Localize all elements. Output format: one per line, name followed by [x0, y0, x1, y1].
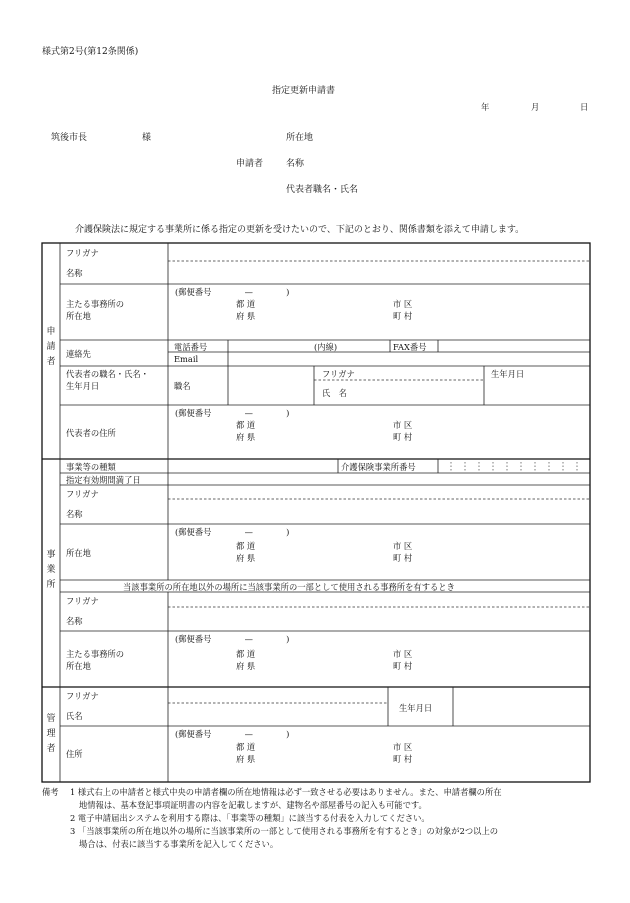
- rep-address-label: 代表者の住所: [66, 428, 116, 438]
- rep-town-cho-son: 町 村: [393, 432, 413, 442]
- furigana-label: フリガナ: [66, 248, 99, 258]
- main-office-label-1: 主たる事務所の: [66, 299, 125, 309]
- header-name-label: 名称: [286, 159, 305, 169]
- header-address-label: 所在地: [286, 133, 314, 143]
- office-prefecture-fu-ken: 府 県: [236, 553, 256, 563]
- city-shi-ku: 市 区: [393, 299, 413, 309]
- manager-section-label: 管理者: [46, 714, 56, 754]
- prefecture-to-do: 都 道: [236, 299, 256, 309]
- postal-code-label: (郵便番号 — ): [175, 287, 290, 297]
- office-location-label: 所在地: [66, 548, 91, 558]
- main-office-label-2: 所在地: [66, 311, 91, 321]
- date-month-label: 月: [531, 102, 540, 112]
- branch-name-label: 名称: [66, 616, 83, 626]
- notes-label: 備考: [42, 787, 59, 797]
- manager-prefecture-to-do: 都 道: [236, 742, 256, 752]
- fax-label: FAX番号: [393, 342, 427, 352]
- manager-prefecture-fu-ken: 府 県: [236, 754, 256, 764]
- date-year-label: 年: [481, 102, 490, 112]
- expiry-date-label: 指定有効期間満了日: [66, 475, 141, 485]
- manager-name-label: 氏名: [66, 711, 83, 721]
- rep-city-shi-ku: 市 区: [393, 420, 413, 430]
- name-label: 名称: [66, 268, 83, 278]
- prefecture-fu-ken: 府 県: [236, 311, 256, 321]
- header-applicant-label: 申請者: [236, 159, 264, 169]
- business-type-label: 事業等の種類: [66, 462, 116, 472]
- contact-label: 連絡先: [66, 349, 91, 359]
- office-section-label: 事業所: [46, 550, 56, 590]
- rep-postal-code-label: (郵便番号 — ): [175, 408, 290, 418]
- applicant-section-label: 申請者: [46, 327, 56, 367]
- branch-town-cho-son: 町 村: [393, 661, 413, 671]
- rep-birth-label: 生年月日: [491, 369, 525, 379]
- branch-prefecture-fu-ken: 府 県: [236, 661, 256, 671]
- rep-label-1: 代表者の職名・氏名・: [66, 369, 149, 379]
- note-1-line-1: 1 様式右上の申請者と様式中央の申請者欄の所在地情報は必ず一致させる必要はありません。また、申請者欄の所在: [70, 787, 502, 797]
- form-title: 指定更新申請書: [272, 86, 336, 96]
- branch-furigana-label: フリガナ: [66, 596, 99, 606]
- extension-label: (内線): [314, 342, 338, 352]
- note-3-line-2: 場合は、付表に該当する事業所を記入してください。: [79, 839, 279, 849]
- office-name-label: 名称: [66, 509, 83, 519]
- other-location-note: 当該事業所の所在地以外の場所に当該事業所の一部として使用される事務所を有するとき: [123, 582, 455, 592]
- form-number: 様式第2号(第12条関係): [42, 47, 139, 57]
- care-office-number-label: 介護保険事業所番号: [341, 462, 416, 472]
- rep-prefecture-fu-ken: 府 県: [236, 432, 256, 442]
- branch-city-shi-ku: 市 区: [393, 649, 413, 659]
- note-3-line-1: 3 「当該事業所の所在地以外の場所に当該事業所の一部として使用される事務所を有するとき」の対象が2つ以上の: [70, 826, 499, 836]
- email-label: Email: [174, 354, 199, 364]
- rep-name-label: 氏 名: [322, 388, 347, 398]
- town-cho-son: 町 村: [393, 311, 413, 321]
- manager-city-shi-ku: 市 区: [393, 742, 413, 752]
- branch-main-office-label-2: 所在地: [66, 661, 91, 671]
- job-title-label: 職名: [174, 381, 191, 391]
- rep-furigana-label: フリガナ: [322, 369, 355, 379]
- rep-prefecture-to-do: 都 道: [236, 420, 256, 430]
- note-1-line-2: 地情報は、基本登記事項証明書の内容を記載しますが、建物名や部屋番号の記入も可能です。: [79, 800, 427, 810]
- header-rep-label: 代表者職名・氏名: [286, 185, 359, 195]
- manager-town-cho-son: 町 村: [393, 754, 413, 764]
- office-city-shi-ku: 市 区: [393, 541, 413, 551]
- addressee: 筑後市長: [51, 133, 88, 143]
- branch-postal-code-label: (郵便番号 — ): [175, 634, 290, 644]
- date-day-label: 日: [580, 102, 589, 112]
- application-statement: 介護保険法に規定する事業所に係る指定の更新を受けたいので、下記のとおり、関係書類を添えて申請します。: [75, 225, 525, 235]
- branch-prefecture-to-do: 都 道: [236, 649, 256, 659]
- manager-birth-label: 生年月日: [399, 703, 433, 713]
- note-2: 2 電子申請届出システムを利用する際は、「事業等の種類」に該当する付表を入力してください。: [70, 813, 430, 823]
- manager-postal-code-label: (郵便番号 — ): [175, 729, 290, 739]
- rep-label-2: 生年月日: [66, 381, 100, 391]
- manager-address-label: 住所: [66, 749, 83, 759]
- office-postal-code-label: (郵便番号 — ): [175, 527, 290, 537]
- office-furigana-label: フリガナ: [66, 489, 99, 499]
- phone-label: 電話番号: [174, 342, 208, 352]
- office-prefecture-to-do: 都 道: [236, 541, 256, 551]
- addressee-honorific: 様: [142, 133, 152, 143]
- manager-furigana-label: フリガナ: [66, 691, 99, 701]
- office-town-cho-son: 町 村: [393, 553, 413, 563]
- branch-main-office-label-1: 主たる事務所の: [66, 649, 125, 659]
